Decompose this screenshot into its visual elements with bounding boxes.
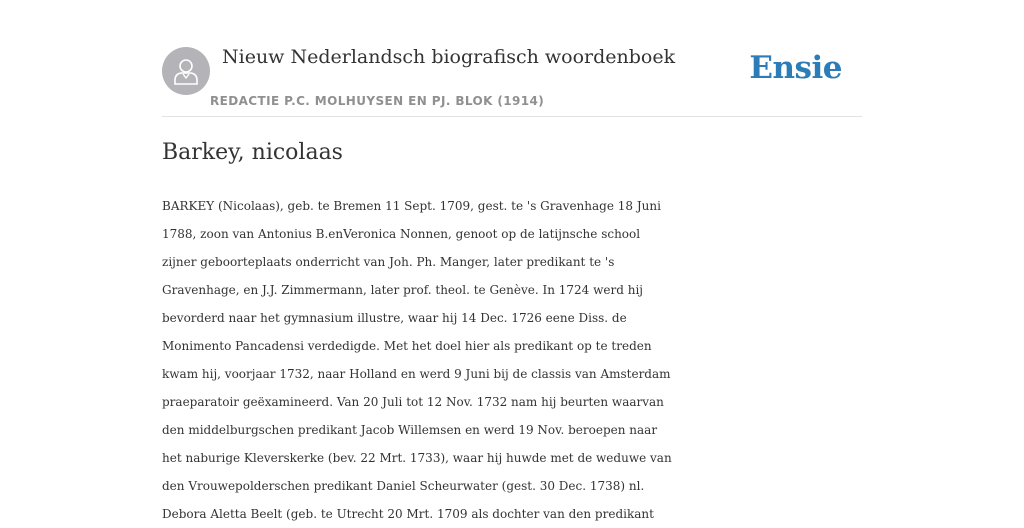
source-title[interactable]: Nieuw Nederlandsch biografisch woordenboek (222, 46, 676, 68)
entry-body-line: den middelburgschen predikant Jacob Willemsen en werd 19 Nov. beroepen naar (162, 423, 658, 437)
entry-title: Barkey, nicolaas (162, 140, 343, 165)
user-icon (173, 57, 199, 85)
entry-body-line: 1788, zoon van Antonius B.enVeronica Nonnen, genoot op de latijnsche school (162, 227, 641, 241)
entry-body (162, 192, 862, 528)
entry-body-line: BARKEY (Nicolaas), geb. te Bremen 11 Sept. 1709, gest. te 's Gravenhage 18 Juni (162, 199, 661, 213)
ensie-logo-link[interactable]: Ensie (749, 50, 842, 86)
avatar[interactable] (162, 47, 210, 95)
source-editors: REDACTIE P.C. MOLHUYSEN EN PJ. BLOK (1914) (210, 94, 545, 108)
entry-body-line: zijner geboorteplaats onderricht van Joh. Ph. Manger, later predikant te 's (162, 255, 615, 269)
entry-body-line: den Vrouwepolderschen predikant Daniel Scheurwater (gest. 30 Dec. 1738) nl. (162, 479, 645, 493)
entry-body-line: Monimento Pancadensi verdedigde. Met het doel hier als predikant op te treden (162, 339, 652, 353)
entry-body-line: praeparatoir geëxamineerd. Van 20 Juli tot 12 Nov. 1732 nam hij beurten waarvan (162, 395, 664, 409)
source-header (162, 40, 862, 117)
entry-body-line: Debora Aletta Beelt (geb. te Utrecht 20 Mrt. 1709 als dochter van den predikant (162, 507, 654, 521)
entry-body-line: kwam hij, voorjaar 1732, naar Holland en werd 9 Juni bij de classis van Amsterdam (162, 367, 671, 381)
entry-body-line: bevorderd naar het gymnasium illustre, waar hij 14 Dec. 1726 eene Diss. de (162, 311, 627, 325)
entry-body-line: het naburige Kleverskerke (bev. 22 Mrt. 1733), waar hij huwde met de weduwe van (162, 451, 672, 465)
entry-body-line: Gravenhage, en J.J. Zimmermann, later prof. theol. te Genève. In 1724 werd hij (162, 283, 644, 297)
